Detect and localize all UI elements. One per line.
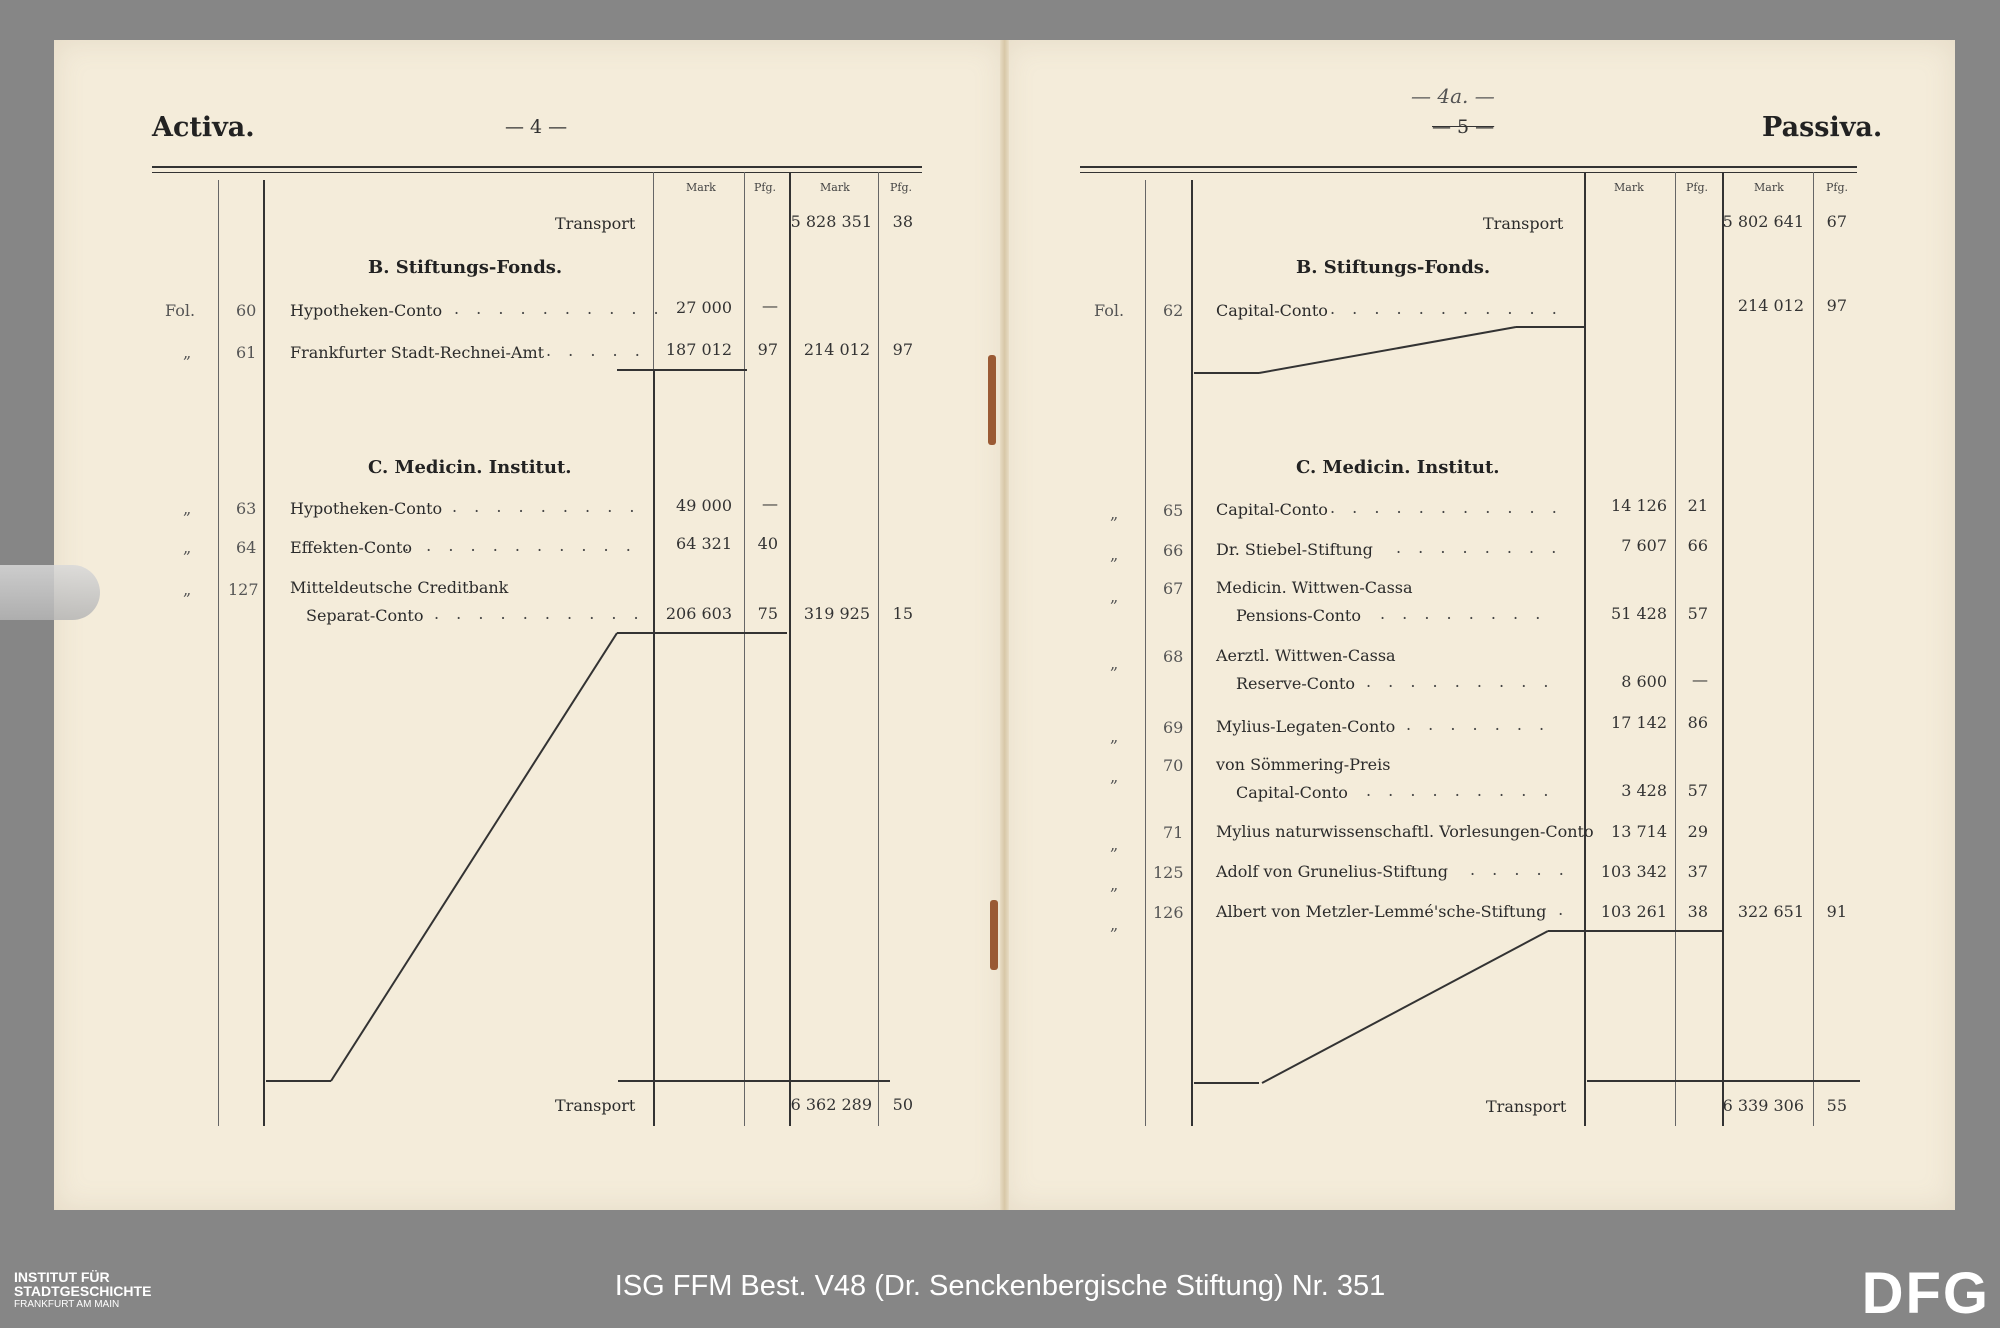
column-header-pfg: Pfg. — [890, 181, 913, 194]
strike-line-left-c — [331, 633, 617, 1081]
ditto-mark: „ — [1110, 504, 1119, 523]
amount-pfg: 57 — [1687, 604, 1708, 623]
transport-pfg: 38 — [892, 212, 913, 231]
archive-footer — [0, 1252, 2000, 1328]
account-label: Hypotheken-Conto — [290, 301, 443, 320]
amount-pfg: 86 — [1687, 713, 1708, 732]
ditto-mark: „ — [1110, 915, 1119, 934]
ditto-mark: „ — [183, 499, 192, 518]
amount-mark: 7 607 — [1621, 536, 1667, 555]
ditto-mark: „ — [1110, 835, 1119, 854]
account-label-continued: Separat-Conto — [306, 606, 424, 625]
account-label: Dr. Stiebel-Stiftung — [1216, 540, 1373, 559]
amount-pfg: 37 — [1687, 862, 1708, 881]
leader-dots: . . . . . . . — [1406, 715, 1551, 734]
document-caption: ISG FFM Best. V48 (Dr. Senckenbergische Stiftung) Nr. 351 — [614, 1270, 1386, 1302]
ditto-mark: „ — [183, 538, 192, 557]
leader-dots: . . . . . . . . . . . — [1330, 498, 1563, 517]
amount-mark: 8 600 — [1621, 672, 1667, 691]
amount-mark: 187 012 — [665, 340, 732, 359]
transport-label: Transport — [1483, 214, 1564, 233]
column-header-mark: Mark — [1754, 181, 1784, 194]
ditto-mark: „ — [1110, 545, 1119, 564]
folio-number: 63 — [236, 499, 257, 518]
total-pfg: 97 — [1826, 296, 1847, 315]
total-mark: 319 925 — [803, 604, 870, 623]
account-label: Capital-Conto — [1216, 301, 1328, 320]
amount-mark: 3 428 — [1621, 781, 1667, 800]
account-label-continued: Capital-Conto — [1236, 783, 1348, 802]
total-mark: 214 012 — [1737, 296, 1804, 315]
amount-pfg: 97 — [757, 340, 778, 359]
leader-dots: . . . . . . . . . — [1366, 672, 1555, 691]
amount-pfg: 21 — [1687, 496, 1708, 515]
transport-pfg: 55 — [1826, 1096, 1847, 1115]
column-header-pfg: Pfg. — [754, 181, 777, 194]
folio-number: 127 — [228, 580, 259, 599]
ditto-mark: „ — [1110, 875, 1119, 894]
total-pfg: 97 — [892, 340, 913, 359]
transport-label: Transport — [1486, 1097, 1567, 1116]
total-pfg: 91 — [1826, 902, 1847, 921]
page-number: — 5 — — [1432, 116, 1495, 138]
account-label: Albert von Metzler-Lemmé'sche-Stiftung — [1216, 902, 1547, 921]
transport-label: Transport — [555, 214, 636, 233]
section-heading-b: B. Stiftungs-Fonds. — [368, 257, 563, 278]
folio-number: 69 — [1163, 718, 1184, 737]
amount-mark: 17 142 — [1611, 713, 1667, 732]
leader-dots: . . . . . . . . . . — [434, 604, 645, 623]
handwritten-page-number: — 4a. — — [1411, 84, 1495, 108]
transport-label: Transport — [555, 1096, 636, 1115]
ditto-mark: „ — [183, 580, 192, 599]
page-number: — 4 — — [505, 116, 568, 138]
total-mark: 322 651 — [1737, 902, 1804, 921]
leader-dots: . . . . . . . . . . . — [1330, 299, 1563, 318]
amount-mark: 49 000 — [676, 496, 732, 515]
amount-mark: 103 342 — [1600, 862, 1667, 881]
transport-pfg: 67 — [1826, 212, 1847, 231]
ditto-mark: „ — [1110, 767, 1119, 786]
leader-dots: . . . . . — [546, 341, 646, 360]
ditto-mark: „ — [183, 343, 192, 362]
section-heading-b: B. Stiftungs-Fonds. — [1296, 257, 1491, 278]
page-title-activa: Activa. — [152, 112, 255, 143]
column-header-pfg: Pfg. — [1826, 181, 1849, 194]
amount-pfg: — — [1692, 670, 1708, 689]
account-label-continued: Reserve-Conto — [1236, 674, 1355, 693]
leader-dots: . . . . . . . . — [1380, 604, 1547, 623]
folio-number: 60 — [236, 301, 257, 320]
page-title-passiva: Passiva. — [1762, 112, 1883, 143]
folio-number: 125 — [1153, 863, 1184, 882]
total-pfg: 15 — [892, 604, 913, 623]
amount-pfg: 40 — [757, 534, 778, 553]
strike-line-right-b — [1259, 327, 1516, 373]
leader-dots: . . . . . . . . . . — [454, 299, 665, 318]
account-label-continued: Pensions-Conto — [1236, 606, 1361, 625]
folio-number: 68 — [1163, 647, 1184, 666]
amount-mark: 64 321 — [676, 534, 732, 553]
account-label: Capital-Conto — [1216, 500, 1328, 519]
leader-dots: . . . . . — [1470, 860, 1570, 879]
amount-pfg: 29 — [1687, 822, 1708, 841]
amount-pfg: 75 — [757, 604, 778, 623]
folio-number: 71 — [1163, 823, 1184, 842]
amount-mark: 51 428 — [1611, 604, 1667, 623]
folio-label: Fol. — [165, 301, 196, 320]
folio-label: Fol. — [1094, 301, 1125, 320]
amount-mark: 27 000 — [676, 298, 732, 317]
transport-mark: 5 802 641 — [1722, 212, 1804, 231]
account-label: von Sömmering-Preis — [1216, 755, 1391, 774]
folio-number: 66 — [1163, 541, 1184, 560]
amount-mark: 103 261 — [1600, 902, 1667, 921]
amount-pfg: 57 — [1687, 781, 1708, 800]
folio-number: 62 — [1163, 301, 1184, 320]
account-label: Frankfurter Stadt-Rechnei-Amt — [290, 343, 545, 362]
amount-mark: 14 126 — [1611, 496, 1667, 515]
leader-dots: . . . . . . . . . — [1366, 781, 1555, 800]
leader-dots: . . . . . . . . — [1396, 538, 1563, 557]
account-label: Medicin. Wittwen-Cassa — [1216, 578, 1413, 597]
amount-mark: 13 714 — [1611, 822, 1667, 841]
leader-dots: . . . . . . . . . . . — [404, 536, 637, 555]
account-label: Adolf von Grunelius-Stiftung — [1216, 862, 1448, 881]
leader-dots: . . . . . . . . . — [452, 497, 641, 516]
transport-mark: 6 362 289 — [790, 1095, 872, 1114]
column-header-pfg: Pfg. — [1686, 181, 1709, 194]
transport-mark: 5 828 351 — [790, 212, 872, 231]
account-label: Aerztl. Wittwen-Cassa — [1216, 646, 1396, 665]
account-label: Effekten-Conto — [290, 538, 413, 557]
folio-number: 70 — [1163, 756, 1184, 775]
column-header-mark: Mark — [1614, 181, 1644, 194]
ditto-mark: „ — [1110, 587, 1119, 606]
strike-line-right-c — [1262, 931, 1548, 1083]
folio-number: 64 — [236, 538, 257, 557]
folio-number: 61 — [236, 343, 257, 362]
folio-number: 126 — [1153, 903, 1184, 922]
amount-pfg: 38 — [1687, 902, 1708, 921]
dfg-logo: DFG — [1861, 1261, 1990, 1326]
account-label: Mylius naturwissenschaftl. Vorlesungen-Conto — [1216, 822, 1594, 841]
amount-pfg: — — [762, 296, 778, 315]
folio-number: 67 — [1163, 579, 1184, 598]
column-header-mark: Mark — [820, 181, 850, 194]
total-mark: 214 012 — [803, 340, 870, 359]
institute-line: STADTGESCHICHTE — [14, 1283, 152, 1299]
institute-line: FRANKFURT AM MAIN — [14, 1299, 120, 1310]
section-heading-c: C. Medicin. Institut. — [1296, 457, 1500, 478]
amount-pfg: — — [762, 494, 778, 513]
section-heading-c: C. Medicin. Institut. — [368, 457, 572, 478]
folio-number: 65 — [1163, 501, 1184, 520]
amount-mark: 206 603 — [665, 604, 732, 623]
column-header-mark: Mark — [686, 181, 716, 194]
ditto-mark: „ — [1110, 654, 1119, 673]
account-label: Mylius-Legaten-Conto — [1216, 717, 1396, 736]
transport-pfg: 50 — [892, 1095, 913, 1114]
account-label: Hypotheken-Conto — [290, 499, 443, 518]
transport-mark: 6 339 306 — [1722, 1096, 1804, 1115]
amount-pfg: 66 — [1687, 536, 1708, 555]
institute-line: INSTITUT FÜR — [14, 1269, 110, 1285]
leader-dots: . . — [1536, 900, 1570, 919]
ditto-mark: „ — [1110, 727, 1119, 746]
account-label: Mitteldeutsche Creditbank — [290, 578, 509, 597]
